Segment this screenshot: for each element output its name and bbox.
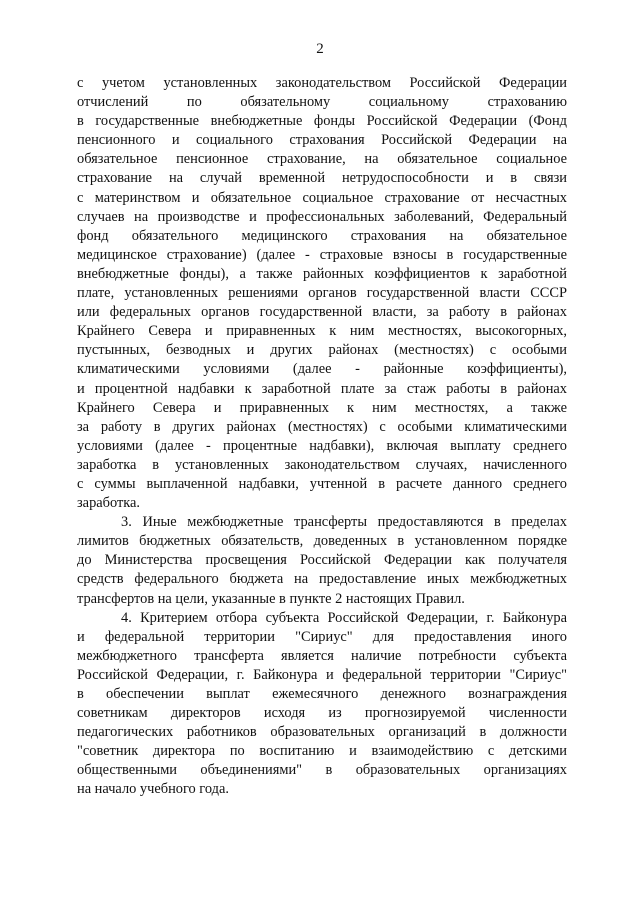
text-line: с суммы выплаченной надбавки, учтенной в расчете данного среднего [77, 475, 567, 492]
text-line: заработка. [77, 495, 141, 512]
text-line: страхование на случай временной нетрудоспособности и в связи [77, 170, 567, 187]
text-line: Крайнего Севера и приравненных к ним местностях, а также [77, 399, 567, 416]
text-line: пенсионного и социального страхования Российской Федерации на [77, 132, 567, 149]
text-line: межбюджетного трансферта является наличие потребности субъекта [77, 647, 567, 664]
text-line: средств федерального бюджета на предоставление иных межбюджетных [77, 571, 567, 588]
text-line: в обеспечении выплат ежемесячного денежного вознаграждения [77, 686, 567, 702]
text-line: отчислений по обязательному социальному страхованию [77, 94, 567, 111]
text-line: пустынных, безводных и других районах (местностях) с особыми [77, 342, 567, 359]
text-line: медицинское страхование) (далее - страховые взносы в государственные [77, 246, 567, 263]
text-line: случаев на производстве и профессиональных заболеваний, Федеральный [77, 208, 567, 225]
text-line: трансфертов на цели, указанные в пункте 2 настоящих Правил. [77, 590, 465, 607]
text-line: в государственные внебюджетные фонды Российской Федерации (Фонд [77, 113, 567, 130]
document-body [77, 74, 567, 800]
text-line: плате, установленных решениями органов государственной власти СССР [77, 285, 567, 302]
paragraph [77, 609, 567, 800]
text-line: внебюджетные фонды), а также районных коэффициентов к заработной [77, 265, 567, 282]
text-line: фонд обязательного медицинского страхования на обязательное [77, 227, 567, 244]
page-number: 2 [316, 41, 324, 57]
text-line: заработка в установленных законодательством случаях, начисленного [77, 456, 567, 473]
text-line: обязательное пенсионное страхование, на обязательное социальное [77, 151, 567, 168]
text-line: советникам директоров исходя из прогнозируемой численности [77, 705, 567, 722]
paragraph [77, 74, 567, 513]
paragraph [77, 513, 567, 608]
text-line: и процентной надбавки к заработной плате за стаж работы в районах [77, 380, 567, 397]
text-line: Крайнего Севера и приравненных к ним местностях, высокогорных, [77, 323, 567, 340]
text-line: педагогических работников образовательных организаций в должности [77, 724, 567, 741]
text-line: за работу в других районах (местностях) с особыми климатическими [77, 418, 567, 435]
text-line: до Министерства просвещения Российской Федерации как получателя [77, 552, 567, 569]
text-line: 4. Критерием отбора субъекта Российской Федерации, г. Байконура [121, 609, 567, 626]
text-line: лимитов бюджетных обязательств, доведенных в установленном порядке [77, 533, 567, 550]
text-line: 3. Иные межбюджетные трансферты предоставляются в пределах [121, 514, 567, 531]
text-line: на начало учебного года. [77, 781, 229, 798]
text-line: и федеральной территории "Сириус" для предоставления иного [77, 628, 567, 645]
text-line: общественными объединениями" в образовательных организациях [77, 762, 567, 779]
text-line: с учетом установленных законодательством Российской Федерации [77, 75, 567, 91]
text-line: условиями (далее - процентные надбавки), включая выплату среднего [77, 437, 567, 454]
text-line: Российской Федерации, г. Байконура и федеральной территории "Сириус" [77, 666, 567, 683]
text-line: с материнством и обязательное социальное страхование от несчастных [77, 189, 567, 206]
text-line: климатическими условиями (далее - районные коэффициенты), [77, 361, 567, 378]
text-line: или федеральных органов государственной власти, за работу в районах [77, 304, 567, 321]
text-line: "советник директора по воспитанию и взаимодействию с детскими [77, 743, 567, 760]
